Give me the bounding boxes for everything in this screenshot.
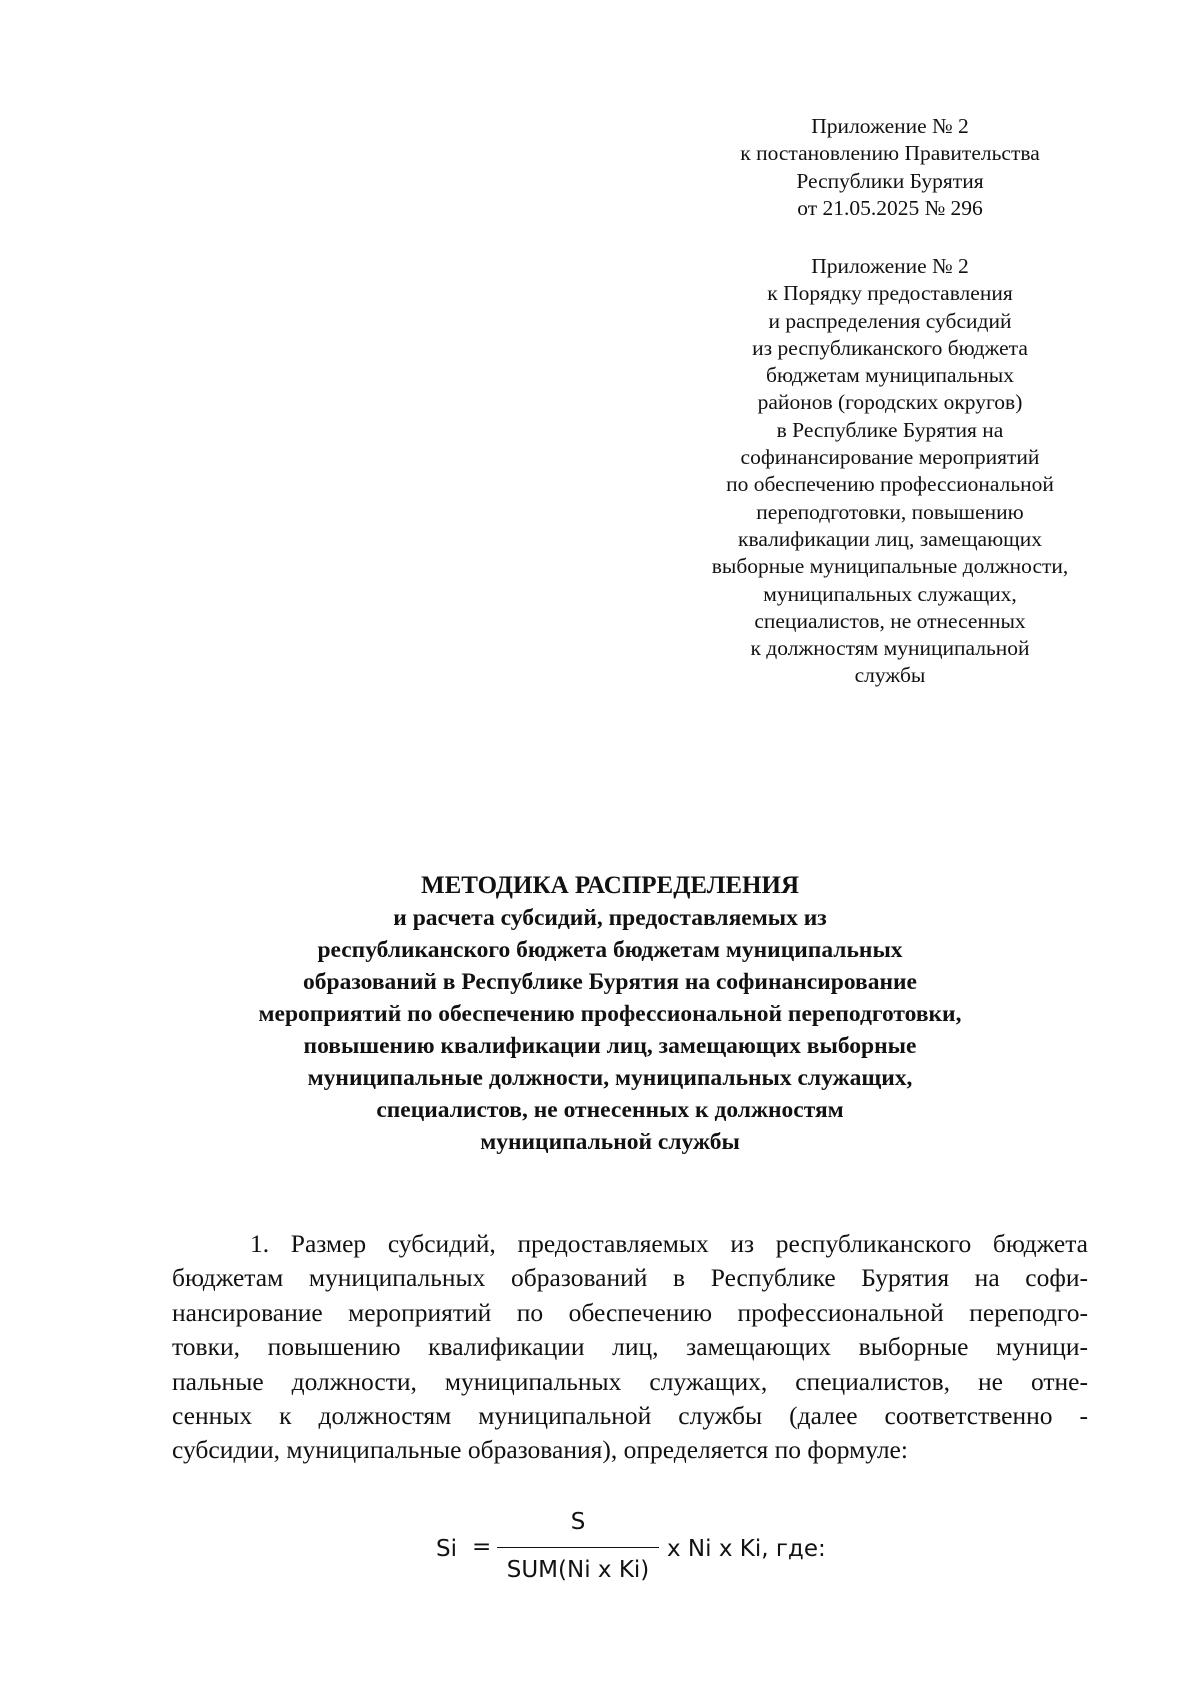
paragraph-line: бюджетам муниципальных образований в Республике Бурятия на софи- [172,1263,1088,1293]
annex-line: по обеспечению профессиональной [726,472,1054,497]
title-line: республиканского бюджета бюджетам муниципальных [317,937,903,963]
paragraph-line: нансирование мероприятий по обеспечению профессиональной переподго- [172,1297,1088,1327]
paragraph-line: сенных к должностям муниципальной службы (далее соответственно - [172,1401,1088,1431]
paragraph-line: субсидии, муниципальные образования), определяется по формуле: [172,1435,908,1465]
annex-line: муниципальных служащих, [763,581,1017,606]
annex-line: квалификации лиц, замещающих [738,526,1042,551]
formula-lhs: Si [436,1536,457,1562]
title-line: мероприятий по обеспечению профессиональной переподготовки, [258,1001,962,1027]
annex-line: службы [854,663,926,688]
title-line: муниципальной службы [480,1129,740,1155]
formula-rhs: x Ni x Ki, где: [667,1536,826,1562]
formula-equals: = [472,1534,492,1560]
annex-line: выборные муниципальные должности, [711,554,1069,579]
annex-line: районов (городских округов) [757,390,1023,415]
annex-line: Приложение № 2 [811,114,969,138]
formula-fraction [497,1503,659,1588]
annex-line: переподготовки, повышению [756,499,1024,524]
annex-procedure [683,253,1097,690]
title-line: образований в Республике Бурятия на софинансирование [303,969,917,995]
annex-line: к Порядку предоставления [767,281,1013,306]
title-line: повышению квалификации лиц, замещающих выборные [303,1033,917,1059]
annex-line: софинансирование мероприятий [740,445,1040,470]
paragraph-1 [172,1227,1088,1468]
annex-line: в Республике Бурятия на [776,417,1004,442]
formula-numerator: S [570,1509,586,1535]
annex-line: Республики Бурятия [796,168,984,193]
paragraph-line: 1. Размер субсидий, предоставляемых из республиканского бюджета [250,1229,1088,1258]
annex-line: от 21.05.2025 № 296 [797,195,983,220]
title-line: специалистов, не отнесенных к должностям [376,1097,844,1123]
annex-line: Приложение № 2 [811,254,969,278]
annex-line: бюджетам муниципальных [766,363,1014,388]
annex-line: к должностям муниципальной [750,636,1030,661]
annex-line: и распределения субсидий [768,308,1012,333]
formula-denominator: SUM(Ni x Ki) [506,1557,650,1583]
title-heading: МЕТОДИКА РАСПРЕДЕЛЕНИЯ [420,872,799,899]
annex-government-decree [683,113,1097,222]
paragraph-line: пальные должности, муниципальных служащих, специалистов, не отне- [172,1366,1088,1396]
annex-line: специалистов, не отнесенных [754,608,1026,633]
annex-line: из республиканского бюджета [752,335,1028,360]
annex-line: к постановлению Правительства [740,141,1040,166]
title-line: муниципальные должности, муниципальных служащих, [307,1065,913,1091]
paragraph-line: товки, повышению квалификации лиц, замещающих выборные муници- [172,1332,1088,1362]
title-line: и расчета субсидий, предоставляемых из [393,905,827,931]
document-title [160,870,1060,1158]
subsidy-formula [0,1503,1200,1593]
